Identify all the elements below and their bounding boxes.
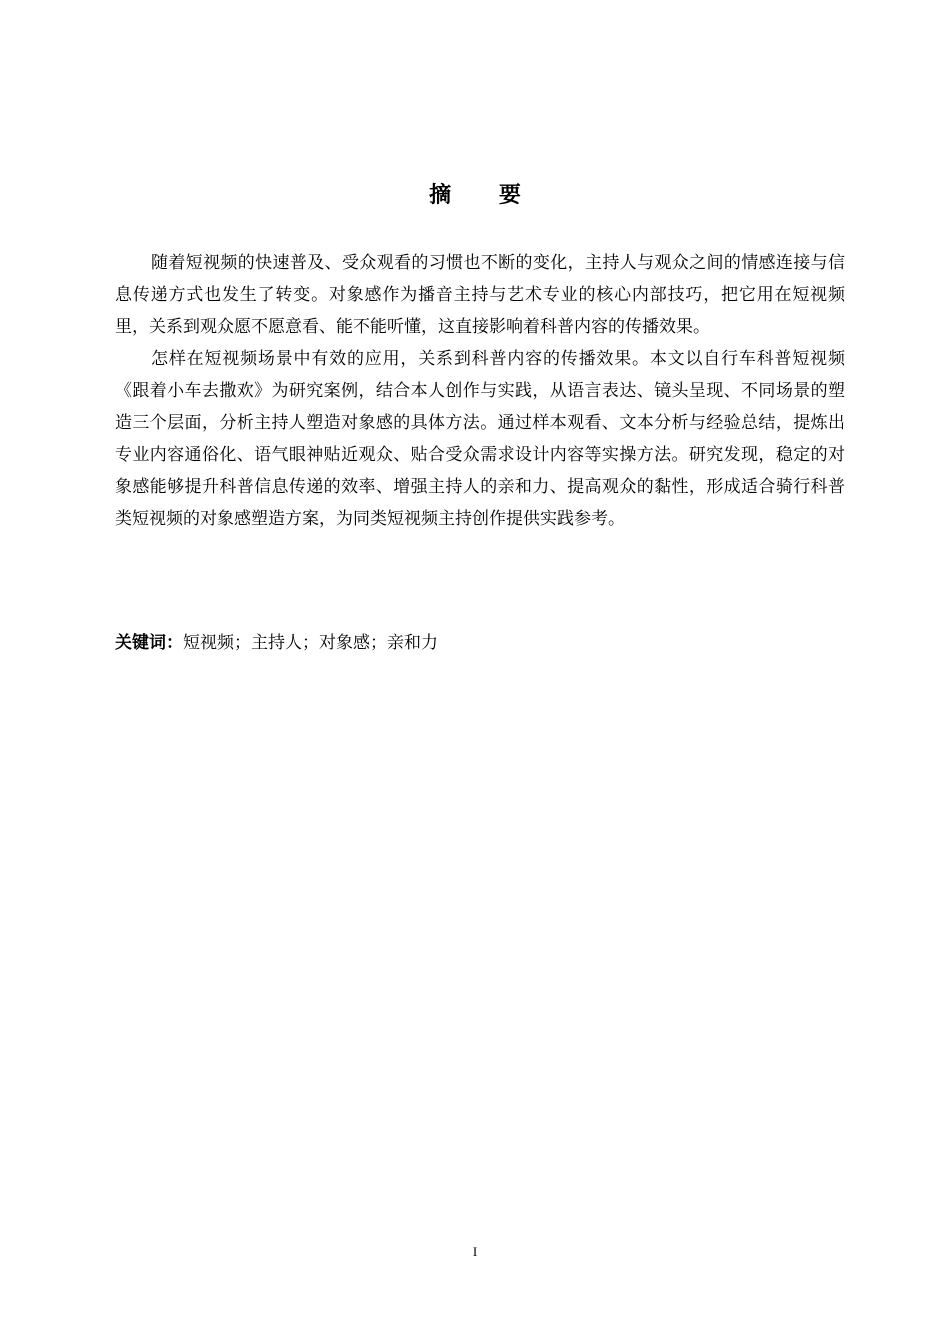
abstract-paragraph-1: 随着短视频的快速普及、受众观看的习惯也不断的变化，主持人与观众之间的情感连接与信息传递方式也发生了转变。对象感作为播音主持与艺术专业的核心内部技巧，把它用在短视频里，关系到观众愿不愿意看、能不能听懂，这直接影响着科普内容的传播效果。 xyxy=(115,253,845,337)
keywords-line xyxy=(115,627,438,659)
page-number: I xyxy=(472,1244,478,1259)
abstract-title: 摘 要 xyxy=(429,183,541,208)
keywords-text: 短视频；主持人；对象感；亲和力 xyxy=(183,633,438,653)
keywords-label: 关键词： xyxy=(115,633,183,653)
abstract-body xyxy=(115,247,845,535)
abstract-paragraph-2: 怎样在短视频场景中有效的应用，关系到科普内容的传播效果。本文以自行车科普短视频《跟着小车去撒欢》为研究案例，结合本人创作与实践，从语言表达、镜头呈现、不同场景的塑造三个层面，分析主持人塑造对象感的具体方法。通过样本观看、文本分析与经验总结，提炼出专业内容通俗化、语气眼神贴近观众、贴合受众需求设计内容等实操方法。研究发现，稳定的对象感能够提升科普信息传递的效率、增强主持人的亲和力、提高观众的黏性，形成适合骑行科普类短视频的对象感塑造方案，为同类短视频主持创作提供实践参考。 xyxy=(115,349,845,529)
